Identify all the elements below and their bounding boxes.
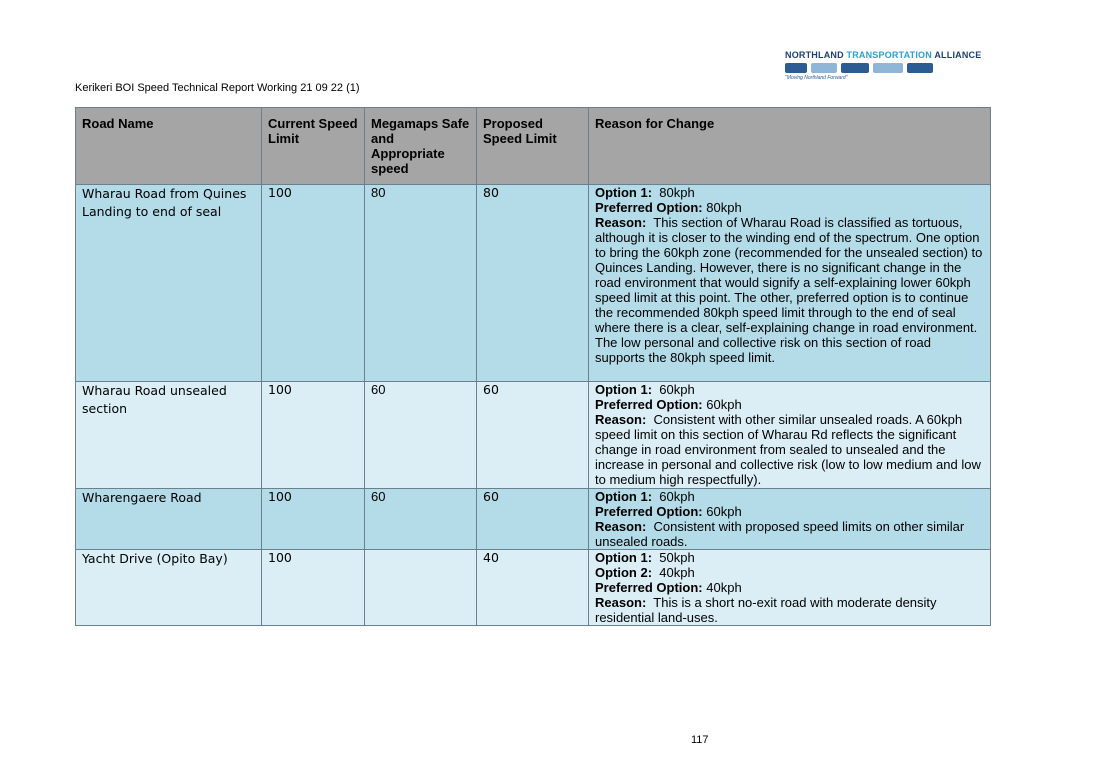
reason-label: Reason: — [595, 519, 647, 534]
preferred-option-label: Preferred Option: — [595, 397, 703, 412]
road-name-cell: Wharau Road unsealed section — [76, 382, 262, 489]
option-1-label: Option 1: — [595, 185, 653, 200]
preferred-option-line — [595, 580, 984, 595]
preferred-option-label: Preferred Option: — [595, 200, 703, 215]
table-row — [76, 489, 991, 550]
megamaps-speed-cell: 80 — [365, 185, 477, 382]
option-2-line — [595, 565, 984, 580]
table-row — [76, 382, 991, 489]
preferred-option-value: 60kph — [706, 397, 742, 412]
northland-transportation-alliance-logo — [785, 50, 982, 82]
preferred-option-value: 60kph — [706, 504, 742, 519]
megamaps-speed-cell — [365, 550, 477, 626]
reason-line — [595, 595, 984, 625]
road-name-cell: Wharau Road from Quines Landing to end of seal — [76, 185, 262, 382]
table-header-row — [76, 108, 991, 185]
option-1-value: 60kph — [659, 382, 695, 397]
reason-text: This is a short no-exit road with moderate density residential land-uses. — [595, 595, 937, 625]
reason-label: Reason: — [595, 412, 647, 427]
header-reason: Reason for Change — [589, 108, 991, 185]
preferred-option-line — [595, 200, 984, 215]
reason-cell — [589, 382, 991, 489]
logo-name-part3: ALLIANCE — [934, 50, 982, 60]
megamaps-speed-cell: 60 — [365, 382, 477, 489]
preferred-option-label: Preferred Option: — [595, 580, 703, 595]
option-1-label: Option 1: — [595, 489, 653, 504]
council-logo-mark — [873, 63, 903, 73]
speed-limit-table — [75, 107, 991, 626]
reason-label: Reason: — [595, 215, 647, 230]
proposed-speed-cell: 40 — [477, 550, 589, 626]
option-1-value: 50kph — [659, 550, 695, 565]
header-proposed-speed: Proposed Speed Limit — [477, 108, 589, 185]
proposed-speed-cell: 80 — [477, 185, 589, 382]
header-current-speed: Current Speed Limit — [262, 108, 365, 185]
megamaps-speed-cell: 60 — [365, 489, 477, 550]
table-row — [76, 550, 991, 626]
reason-cell — [589, 489, 991, 550]
council-logo-mark — [811, 63, 837, 73]
option-2-label: Option 2: — [595, 565, 653, 580]
option-1-line — [595, 185, 984, 200]
table-row — [76, 185, 991, 382]
reason-line — [595, 412, 984, 487]
reason-cell — [589, 550, 991, 626]
preferred-option-line — [595, 397, 984, 412]
header-road-name: Road Name — [76, 108, 262, 185]
reason-text: Consistent with proposed speed limits on other similar unsealed roads. — [595, 519, 965, 549]
reason-text: This section of Wharau Road is classified as tortuous, although it is closer to the winding end of the spectrum. One option to bring the 60kph zone (recommended for the unsealed section) to Quinces Landing. However, there is no significant change in the road environment that would signify a self-explaining lower 60kph speed limit at this point. The other, preferred option is to continue the recommended 80kph speed limit through to the end of seal where there is a clear, self-explaining change in road environment. The low personal and collective risk on this section of road supports the 80kph speed limit. — [595, 215, 983, 365]
preferred-option-line — [595, 504, 984, 519]
option-2-value: 40kph — [659, 565, 695, 580]
logo-name — [785, 50, 982, 60]
current-speed-cell: 100 — [262, 382, 365, 489]
logo-name-part2: TRANSPORTATION — [846, 50, 932, 60]
proposed-speed-cell: 60 — [477, 382, 589, 489]
proposed-speed-cell: 60 — [477, 489, 589, 550]
reason-cell — [589, 185, 991, 382]
option-1-label: Option 1: — [595, 382, 653, 397]
reason-line — [595, 215, 984, 365]
logo-name-part1: NORTHLAND — [785, 50, 844, 60]
report-title: Kerikeri BOI Speed Technical Report Working 21 09 22 (1) — [75, 82, 360, 94]
preferred-option-value: 40kph — [706, 580, 742, 595]
current-speed-cell: 100 — [262, 550, 365, 626]
option-1-label: Option 1: — [595, 550, 653, 565]
council-logo-mark — [841, 63, 869, 73]
option-1-line — [595, 550, 984, 565]
reason-line — [595, 519, 984, 549]
partner-logos — [785, 63, 955, 73]
road-name-cell: Yacht Drive (Opito Bay) — [76, 550, 262, 626]
logo-tagline: "Moving Northland Forward" — [785, 75, 848, 81]
reason-label: Reason: — [595, 595, 647, 610]
option-1-value: 60kph — [659, 489, 695, 504]
road-name-cell: Wharengaere Road — [76, 489, 262, 550]
option-1-line — [595, 489, 984, 504]
option-1-value: 80kph — [659, 185, 695, 200]
preferred-option-label: Preferred Option: — [595, 504, 703, 519]
current-speed-cell: 100 — [262, 185, 365, 382]
option-1-line — [595, 382, 984, 397]
current-speed-cell: 100 — [262, 489, 365, 550]
preferred-option-value: 80kph — [706, 200, 742, 215]
nzta-logo-mark — [907, 63, 933, 73]
page-number: 117 — [691, 734, 709, 746]
council-logo-mark — [785, 63, 807, 73]
header-megamaps-speed: Megamaps Safe and Appropriate speed — [365, 108, 477, 185]
reason-text: Consistent with other similar unsealed roads. A 60kph speed limit on this section of Wharau Rd reflects the significant change in road environment from sealed to unsealed and the increase in personal and collective risk (low to low medium and low to medium high respectfully). — [595, 412, 981, 487]
